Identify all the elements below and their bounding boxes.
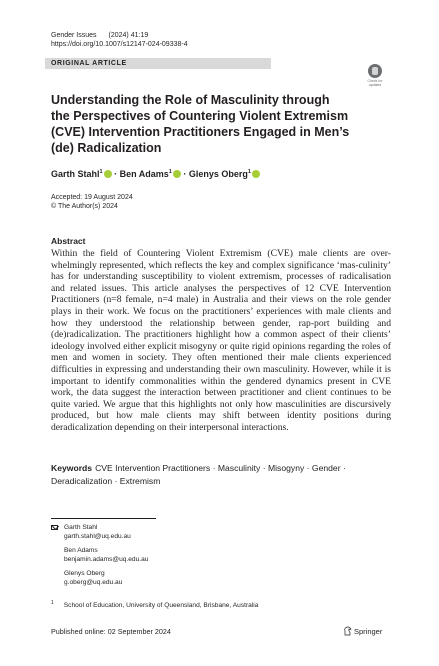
affiliation (51, 599, 258, 610)
orcid-icon[interactable] (104, 170, 112, 178)
footnote-divider (51, 518, 156, 519)
abstract-text: Within the field of Countering Violent Extremism (CVE) male clients are over-whelmingly represented, which reflects the key and complex significance ‘mas-culinity’ has for understanding susceptibility to violent extremism, processes of radicalisation and related issues. This article analyses the perspectives of 12 CVE Intervention Practitioners (n=8 female, n=4 male) in Australia and their views on the role gender plays in their work. We focus on the practitioners’ experiences with male clients and how they understood the relationship between gender, rap-port building and (de)radicalization. The practitioners highlight how a common aspect of their clients’ ideology involved either explicit misogyny or quite rigid opinions regarding the roles of men and women in society. They often mentioned their male clients experienced difficulties in expressing and understanding their own masculinity. However, while it is important to identify commonalities within the gendered dynamics present in CVE work, the data suggest the interaction between practitioner and client continues to be quite varied. We argue that this highlights not only how masculinities are discursively produced, but how male clients may shift between identity positions during deradicalization depending on their interpersonal interactions. (51, 248, 391, 433)
springer-horse-icon (343, 626, 352, 636)
keywords-text: CVE Intervention Practitioners · Masculinity · Misogyny · Gender · Deradicalization · Extremism (51, 463, 346, 486)
contact-item (51, 569, 148, 587)
author-affiliation-ref: 1 (247, 169, 251, 175)
crossmark-circle (368, 64, 382, 78)
journal-header (51, 31, 148, 40)
contact-name: Glenys Oberg (64, 570, 105, 577)
published-online: Published online: 02 September 2024 (51, 627, 171, 636)
contact-email[interactable]: benjamin.adams@uq.edu.au (64, 556, 149, 563)
abstract-heading: Abstract (51, 236, 86, 246)
contact-email[interactable]: garth.stahl@uq.edu.au (64, 533, 131, 540)
accepted-date: Accepted: 19 August 2024 (51, 194, 133, 201)
contact-list (51, 523, 148, 592)
contact-email[interactable]: g.oberg@uq.edu.au (64, 579, 123, 586)
publisher-mark (343, 626, 382, 637)
affiliation-number: 1 (51, 600, 54, 606)
keywords-block (51, 462, 391, 487)
check-updates-line1: Check for (367, 79, 383, 83)
copyright-line: © The Author(s) 2024 (51, 203, 118, 210)
author-separator: · (114, 169, 118, 179)
envelope-icon (51, 525, 58, 530)
author-name[interactable]: Garth Stahl (51, 169, 100, 179)
article-dates (51, 193, 133, 211)
orcid-icon[interactable] (173, 170, 181, 178)
article-type-bar: ORIGINAL ARTICLE (45, 58, 271, 69)
author-separator: · (183, 169, 187, 179)
contact-name: Ben Adams (64, 547, 98, 554)
contact-name: Garth Stahl (64, 524, 98, 531)
author-list (51, 166, 260, 180)
keywords-label: Keywords (51, 463, 93, 473)
publisher-name: Springer (354, 627, 383, 636)
journal-name: Gender Issues (51, 32, 97, 39)
orcid-icon[interactable] (252, 170, 260, 178)
article-title: Understanding the Role of Masculinity through the Perspectives of Countering Violent Extremism (CVE) Intervention Practitioners Engaged in Men’s (de) Radicalization (51, 93, 350, 155)
check-for-updates-icon[interactable] (365, 64, 385, 86)
author-name[interactable]: Glenys Oberg (188, 169, 248, 179)
author-affiliation-ref: 1 (168, 169, 172, 175)
contact-item (51, 523, 148, 541)
author-name[interactable]: Ben Adams (119, 169, 169, 179)
doi-link[interactable]: https://doi.org/10.1007/s12147-024-09338-4 (51, 41, 188, 48)
affiliation-text: School of Education, University of Queensland, Brisbane, Australia (63, 602, 259, 610)
author-affiliation-ref: 1 (99, 169, 103, 175)
journal-citation: (2024) 41:19 (108, 32, 149, 39)
check-updates-line2: updates (368, 83, 382, 87)
contact-item (51, 546, 148, 564)
